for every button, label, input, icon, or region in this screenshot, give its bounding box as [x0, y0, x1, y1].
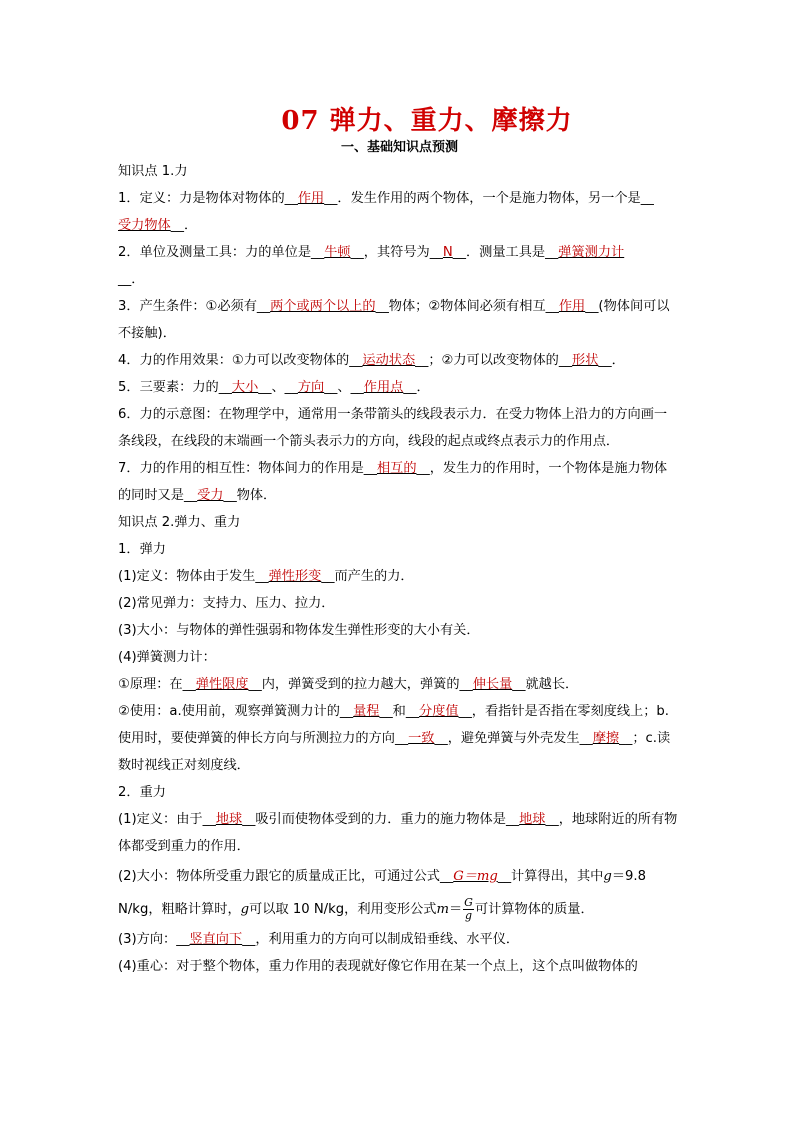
knowledge-point-2-heading: 知识点 2.弹力、重力 [118, 515, 241, 530]
formula-answer: G＝mg [453, 869, 498, 884]
answer-blank: 量程 [353, 704, 380, 719]
answer-blank: 竖直向下 [189, 932, 243, 947]
answer-blank: 运动状态 [362, 353, 416, 368]
elastic-definition: (1)定义：物体由于发生__弹性形变__而产生的力． [118, 569, 414, 584]
force-condition: 3．产生条件：①必须有__两个或两个以上的__物体；②物体间必须有相互__作用__(物体间可以不接触)． [118, 299, 670, 341]
section-subtitle: 一、基础知识点预测 [340, 140, 458, 155]
spring-scale-usage: ②使用：a.使用前，观察弹簧测力计的__量程__和__分度值__，看指针是否指在零刻度线上；b.使用时，要使弹簧的伸长方向与所测拉力的方向__一致__，避免弹簧与外壳发生__摩擦__；c.读数时视线正对刻度线． [118, 704, 671, 773]
answer-blank: 弹簧测力计 [558, 245, 625, 260]
answer-blank: 两个或两个以上的 [270, 299, 376, 314]
answer-blank: 大小 [231, 380, 259, 395]
answer-blank: 方向 [297, 380, 325, 395]
force-effect: 4．力的作用效果：①力可以改变物体的__运动状态__；②力可以改变物体的__形状__． [118, 353, 625, 368]
gravity-definition: (1)定义：由于__地球__吸引而使物体受到的力．重力的施力物体是__地球__，地球附近的所有物体都受到重力的作用． [118, 812, 678, 854]
answer-blank: 一致 [408, 731, 435, 746]
spring-scale-heading: (4)弹簧测力计： [118, 650, 216, 665]
answer-blank: 牛顿 [324, 245, 351, 260]
answer-blank: 弹性形变 [268, 569, 322, 584]
answer-blank: 弹性限度 [195, 677, 249, 692]
force-mutuality: 7．力的作用的相互性：物体间力的作用是__相互的__，发生力的作用时，一个物体是施力物体的同时又是__受力__物体． [118, 461, 668, 503]
force-three-elements: 5．三要素：力的__大小__、__方向__、__作用点__． [118, 380, 430, 395]
elastic-force-heading: 1．弹力 [118, 542, 166, 557]
page-title: 07 弹力、重力、摩擦力 [281, 106, 573, 136]
answer-blank: N [442, 245, 453, 260]
force-definition: 1．定义：力是物体对物体的__作用__．发生作用的两个物体，一个是施力物体，另一个是__ 受力物体__． [118, 191, 654, 233]
spring-scale-principle: ①原理：在__弹性限度__内，弹簧受到的拉力越大，弹簧的__伸长量__就越长． [118, 677, 579, 692]
gravity-heading: 2．重力 [118, 785, 166, 800]
answer-blank: 作用点 [363, 380, 404, 395]
answer-blank: 地球 [519, 812, 546, 827]
answer-blank: 伸长量 [472, 677, 513, 692]
answer-blank: 摩擦 [592, 731, 620, 746]
answer-blank: 形状 [572, 353, 599, 368]
force-diagram: 6．力的示意图：在物理学中，通常用一条带箭头的线段表示力．在受力物体上沿力的方向画一条线段，在线段的末端画一个箭头表示力的方向，线段的起点或终点表示力的作用点． [118, 407, 668, 449]
answer-blank: 受力 [197, 488, 224, 503]
answer-blank: 相互的 [376, 461, 417, 476]
force-unit: 2．单位及测量工具：力的单位是__牛顿__，其符号为__N__．测量工具是__弹簧测力计 __． [118, 245, 625, 287]
knowledge-point-1-heading: 知识点 1.力 [118, 164, 188, 179]
gravity-direction: (3)方向：__竖直向下__，利用重力的方向可以制成铅垂线、水平仪． [118, 932, 520, 947]
elastic-common: (2)常见弹力：支持力、压力、拉力． [118, 596, 335, 611]
document-body [118, 158, 678, 980]
answer-blank: 地球 [215, 812, 243, 827]
answer-blank: 作用 [297, 191, 325, 206]
elastic-size: (3)大小：与物体的弹性强弱和物体发生弹性形变的大小有关． [118, 623, 480, 638]
answer-blank: 受力物体 [118, 218, 171, 233]
answer-blank: 分度值 [419, 704, 459, 719]
gravity-magnitude: (2)大小：物体所受重力跟它的质量成正比，可通过公式__G＝mg__计算得出，其中g＝9.8 N/kg，粗略计算时，g可以取 10 N/kg，利用变形公式m＝ $\frac{G}{g}$ 可计算物体的质量． [118, 869, 646, 922]
gravity-center: (4)重心：对于整个物体，重力作用的表现就好像它作用在某一个点上，这个点叫做物体的 [118, 959, 638, 974]
answer-blank: 作用 [558, 299, 586, 314]
mass-formula-fraction: $\frac{G}{g}$ [464, 895, 473, 922]
